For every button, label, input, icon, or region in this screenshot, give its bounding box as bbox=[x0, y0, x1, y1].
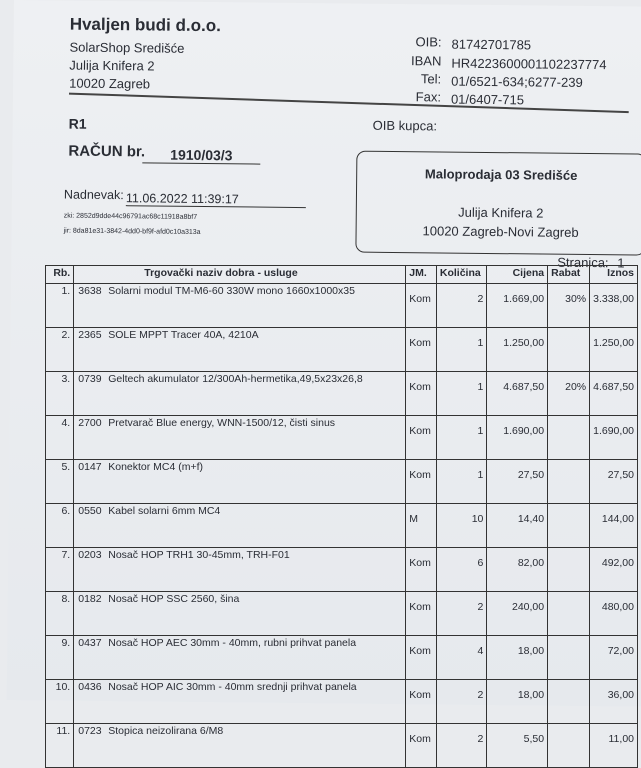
nadnevak-label: Nadnevak: bbox=[63, 187, 124, 203]
item-description: Nosač HOP SSC 2560, šina bbox=[108, 593, 240, 605]
amount: 72,00 bbox=[590, 636, 638, 680]
item-code: 3638 bbox=[78, 285, 102, 297]
item-name bbox=[74, 636, 406, 680]
item-description: Pretvarač Blue energy, WNN-1500/12, čisti sinus bbox=[108, 417, 336, 429]
item-description: SOLE MPPT Tracer 40A, 4210A bbox=[108, 329, 259, 341]
unit: Kom bbox=[406, 328, 437, 372]
item-name bbox=[74, 680, 406, 724]
unit: Kom bbox=[406, 724, 437, 768]
price: 18,00 bbox=[487, 680, 548, 724]
header-amount: Iznos bbox=[590, 266, 638, 284]
discount bbox=[548, 636, 590, 680]
table-row bbox=[46, 680, 638, 724]
table-row bbox=[46, 504, 638, 548]
header-divider bbox=[69, 93, 629, 114]
quantity: 2 bbox=[436, 680, 487, 724]
iban-value: HR4223600001102237774 bbox=[451, 55, 607, 73]
table-row bbox=[46, 460, 638, 504]
row-number: 8. bbox=[46, 592, 74, 636]
item-name bbox=[74, 328, 406, 372]
amount: 1.690,00 bbox=[590, 416, 638, 460]
price: 18,00 bbox=[487, 636, 548, 680]
discount bbox=[548, 416, 590, 460]
quantity: 2 bbox=[436, 284, 487, 328]
item-name bbox=[74, 372, 406, 416]
fax-value: 01/6407-715 bbox=[450, 91, 525, 108]
row-number: 1. bbox=[46, 284, 74, 328]
item-description: Solarni modul TM-M6-60 330W mono 1660x1000x35 bbox=[108, 285, 355, 297]
table-row bbox=[46, 548, 638, 592]
item-description: Geltech akumulator 12/300Ah-hermetika,49,5x23x26,8 bbox=[108, 373, 363, 385]
quantity: 4 bbox=[436, 636, 487, 680]
discount bbox=[548, 680, 590, 724]
row-number: 2. bbox=[46, 328, 74, 372]
item-description: Konektor MC4 (m+f) bbox=[108, 461, 204, 473]
unit: Kom bbox=[406, 592, 437, 636]
discount bbox=[548, 504, 590, 548]
amount: 4.687,50 bbox=[590, 372, 638, 416]
item-code: 0437 bbox=[78, 637, 102, 649]
shop-name: SolarShop Središće bbox=[69, 39, 185, 56]
row-number: 9. bbox=[46, 636, 74, 680]
store-title: Maloprodaja 03 Središće bbox=[424, 166, 578, 183]
price: 1.669,00 bbox=[487, 284, 548, 328]
amount: 11,00 bbox=[590, 724, 638, 768]
price: 240,00 bbox=[487, 592, 548, 636]
price: 27,50 bbox=[487, 460, 548, 504]
price: 1.250,00 bbox=[487, 328, 548, 372]
price: 1.690,00 bbox=[487, 416, 548, 460]
item-code: 0723 bbox=[78, 725, 102, 737]
table-row bbox=[46, 372, 638, 416]
row-number: 5. bbox=[46, 460, 74, 504]
amount: 36,00 bbox=[590, 680, 638, 724]
amount: 1.250,00 bbox=[590, 328, 638, 372]
unit: Kom bbox=[406, 460, 437, 504]
item-description: Nosač HOP AIC 30mm - 40mm srednji prihvat panela bbox=[108, 681, 357, 693]
price: 14,40 bbox=[487, 504, 548, 548]
discount bbox=[548, 548, 590, 592]
quantity: 1 bbox=[436, 460, 487, 504]
unit: Kom bbox=[406, 416, 437, 460]
item-code: 0203 bbox=[78, 549, 102, 561]
oib-value: 81742701785 bbox=[451, 36, 532, 53]
page-number: 1 bbox=[617, 255, 625, 271]
row-number: 4. bbox=[46, 416, 74, 460]
seller-city: 10020 Zagreb bbox=[69, 75, 151, 92]
header-jm: JM. bbox=[406, 266, 437, 284]
table-row bbox=[46, 328, 638, 372]
store-city: 10020 Zagreb-Novi Zagreb bbox=[422, 223, 579, 240]
nadnevak-value: 11.06.2022 11:39:17 bbox=[126, 191, 306, 208]
quantity: 2 bbox=[436, 592, 487, 636]
item-name bbox=[74, 460, 406, 504]
discount bbox=[548, 724, 590, 768]
quantity: 1 bbox=[436, 372, 487, 416]
header-price: Cijena bbox=[487, 266, 548, 284]
table-row bbox=[46, 416, 638, 460]
row-number: 11. bbox=[46, 724, 74, 768]
item-code: 0436 bbox=[78, 681, 102, 693]
row-number: 7. bbox=[46, 548, 74, 592]
header-name: Trgovački naziv dobra - usluge bbox=[74, 266, 406, 284]
item-code: 0182 bbox=[78, 593, 102, 605]
table-row bbox=[46, 592, 638, 636]
items-table bbox=[45, 265, 638, 768]
row-number: 3. bbox=[46, 372, 74, 416]
table-header bbox=[46, 266, 638, 284]
item-description: Nosač HOP TRH1 30-45mm, TRH-F01 bbox=[108, 549, 290, 561]
oib-label: OIB: bbox=[415, 34, 442, 50]
table-row bbox=[46, 284, 638, 328]
item-name bbox=[74, 548, 406, 592]
unit: Kom bbox=[406, 284, 437, 328]
fax-label: Fax: bbox=[415, 89, 442, 105]
header-rb: Rb. bbox=[46, 266, 74, 284]
item-name bbox=[74, 504, 406, 548]
quantity: 10 bbox=[436, 504, 487, 548]
tel-label: Tel: bbox=[420, 71, 442, 87]
item-description: Stopica neizolirana 6/M8 bbox=[108, 725, 224, 737]
item-description: Nosač HOP AEC 30mm - 40mm, rubni prihvat panela bbox=[108, 637, 357, 649]
unit: Kom bbox=[406, 548, 437, 592]
price: 82,00 bbox=[487, 548, 548, 592]
header-qty: Količina bbox=[436, 266, 487, 284]
header-discount: Rabat bbox=[548, 266, 590, 284]
item-name bbox=[74, 592, 406, 636]
amount: 480,00 bbox=[590, 592, 638, 636]
quantity: 1 bbox=[436, 416, 487, 460]
item-name bbox=[74, 416, 406, 460]
company-name: Hvaljen budi d.o.o. bbox=[69, 14, 221, 36]
jir-code: jir: 8da81e31-3842-4dd0-bf9f-afd0c10a313a bbox=[63, 227, 201, 236]
discount bbox=[548, 328, 590, 372]
amount: 27,50 bbox=[590, 460, 638, 504]
item-name bbox=[74, 724, 406, 768]
unit: M bbox=[406, 504, 437, 548]
zki-code: zki: 2852d9dde44c96791ac68c11918a8bf7 bbox=[63, 212, 198, 221]
item-code: 0147 bbox=[78, 461, 102, 473]
iban-label: IBAN bbox=[410, 53, 442, 69]
quantity: 1 bbox=[436, 328, 487, 372]
item-code: 0550 bbox=[78, 505, 102, 517]
quantity: 6 bbox=[436, 548, 487, 592]
tel-value: 01/6521-634;6277-239 bbox=[451, 73, 583, 90]
item-code: 2700 bbox=[78, 417, 102, 429]
item-name bbox=[74, 284, 406, 328]
racun-number: 1910/03/3 bbox=[142, 146, 260, 164]
item-description: Kabel solarni 6mm MC4 bbox=[108, 505, 221, 517]
price: 4.687,50 bbox=[487, 372, 548, 416]
table-row bbox=[46, 724, 638, 768]
discount bbox=[548, 460, 590, 504]
store-street: Julija Knifera 2 bbox=[458, 204, 544, 221]
row-number: 10. bbox=[46, 680, 74, 724]
discount bbox=[548, 592, 590, 636]
discount: 20% bbox=[548, 372, 590, 416]
amount: 492,00 bbox=[590, 548, 638, 592]
unit: Kom bbox=[406, 636, 437, 680]
oib-kupca-label: OIB kupca: bbox=[372, 117, 438, 134]
quantity: 2 bbox=[436, 724, 487, 768]
store-box bbox=[355, 151, 641, 256]
item-code: 0739 bbox=[78, 373, 102, 385]
page-label: Stranica: bbox=[557, 254, 609, 271]
discount: 30% bbox=[548, 284, 590, 328]
racun-label: RAČUN br. bbox=[68, 142, 146, 161]
amount: 3.338,00 bbox=[590, 284, 638, 328]
amount: 144,00 bbox=[590, 504, 638, 548]
seller-street: Julija Knifera 2 bbox=[69, 57, 155, 74]
price: 5,50 bbox=[487, 724, 548, 768]
doc-type: R1 bbox=[68, 115, 87, 132]
table-row bbox=[46, 636, 638, 680]
unit: Kom bbox=[406, 680, 437, 724]
row-number: 6. bbox=[46, 504, 74, 548]
item-code: 2365 bbox=[78, 329, 102, 341]
unit: Kom bbox=[406, 372, 437, 416]
